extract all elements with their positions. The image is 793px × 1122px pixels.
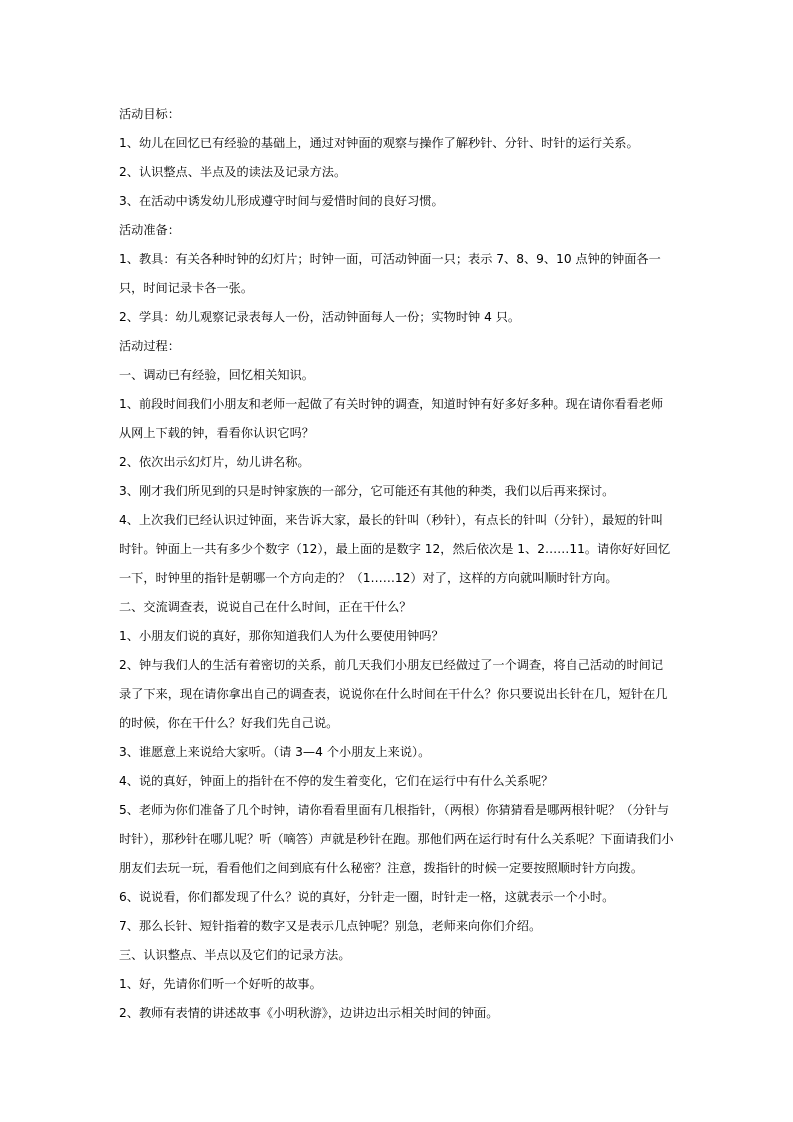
section-1-step-3: 3、刚才我们所见到的只是时钟家族的一部分，它可能还有其他的种类，我们以后再来探讨。	[119, 484, 615, 498]
heading-activity-preparation: 活动准备：	[119, 223, 180, 237]
document-body	[119, 100, 675, 1028]
section-3-heading: 三、认识整点、半点以及它们的记录方法。	[119, 948, 351, 962]
section-1-heading: 一、调动已有经验，回忆相关知识。	[119, 368, 314, 382]
preparation-item-2: 2、学具：幼儿观察记录表每人一份，活动钟面每人一份；实物时钟 4 只。	[119, 310, 521, 324]
preparation-item-1: 1、教具：有关各种时钟的幻灯片；时钟一面，可活动钟面一只；表示 7、8、9、10 点钟的钟面各一只，时间记录卡各一张。	[119, 252, 661, 295]
section-2-step-4: 4、说的真好，钟面上的指针在不停的发生着变化，它们在运行中有什么关系呢？	[119, 774, 554, 788]
section-2-step-1: 1、小朋友们说的真好，那你知道我们人为什么要使用钟吗？	[119, 629, 444, 643]
heading-activity-goals: 活动目标：	[119, 107, 180, 121]
section-2-step-7: 7、那么长针、短针指着的数字又是表示几点钟呢？别急，老师来向你们介绍。	[119, 919, 542, 933]
heading-activity-process: 活动过程：	[119, 339, 180, 353]
goal-item-2: 2、认识整点、半点及的读法及记录方法。	[119, 165, 347, 179]
goal-item-3: 3、在活动中诱发幼儿形成遵守时间与爱惜时间的良好习惯。	[119, 194, 444, 208]
section-1-step-2: 2、依次出示幻灯片，幼儿讲名称。	[119, 455, 310, 469]
section-2-step-6: 6、说说看，你们都发现了什么？说的真好，分针走一圈，时针走一格，这就表示一个小时。	[119, 890, 615, 904]
section-2-step-2: 2、钟与我们人的生活有着密切的关系，前几天我们小朋友已经做过了一个调查，将自己活动的时间记录了下来，现在请你拿出自己的调查表，说说你在什么时间在干什么？你只要说出长针在几，短针在几的时候，你在干什么？好我们先自己说。	[119, 658, 668, 730]
section-1-step-1: 1、前段时间我们小朋友和老师一起做了有关时钟的调查，知道时钟有好多好多种。现在请你看看老师从网上下载的钟，看看你认识它吗？	[119, 397, 664, 440]
section-3-step-1: 1、好，先请你们听一个好听的故事。	[119, 977, 322, 991]
section-2-step-3: 3、谁愿意上来说给大家听。（请 3—4 个小朋友上来说）。	[119, 745, 431, 759]
section-2-heading: 二、交流调查表，说说自己在什么时间，正在干什么？	[119, 600, 412, 614]
section-3-step-2: 2、教师有表情的讲述故事《小明秋游》，边讲边出示相关时间的钟面。	[119, 1006, 499, 1020]
section-2-step-5: 5、老师为你们准备了几个时钟，请你看看里面有几根指针，（两根）你猜猜看是哪两根针呢？（分针与时针），那秒针在哪儿呢？听（嘀答）声就是秒针在跑。那他们两在运行时有什么关系呢？下面请我们小朋友们去玩一玩，看看他们之间到底有什么秘密？注意，拨指针的时候一定要按照顺时针方向拨。	[119, 803, 674, 875]
section-1-step-4: 4、上次我们已经认识过钟面，来告诉大家，最长的针叫（秒针），有点长的针叫（分针），最短的针叫时针。钟面上一共有多少个数字（12），最上面的是数字 12，然后依次是 1、2……11。请你好好回忆一下，时钟里的指针是朝哪一个方向走的？（1……12）对了，这样的方向就叫顺时针方向。	[119, 513, 671, 585]
goal-item-1: 1、幼儿在回忆已有经验的基础上，通过对钟面的观察与操作了解秒针、分针、时针的运行关系。	[119, 136, 639, 150]
